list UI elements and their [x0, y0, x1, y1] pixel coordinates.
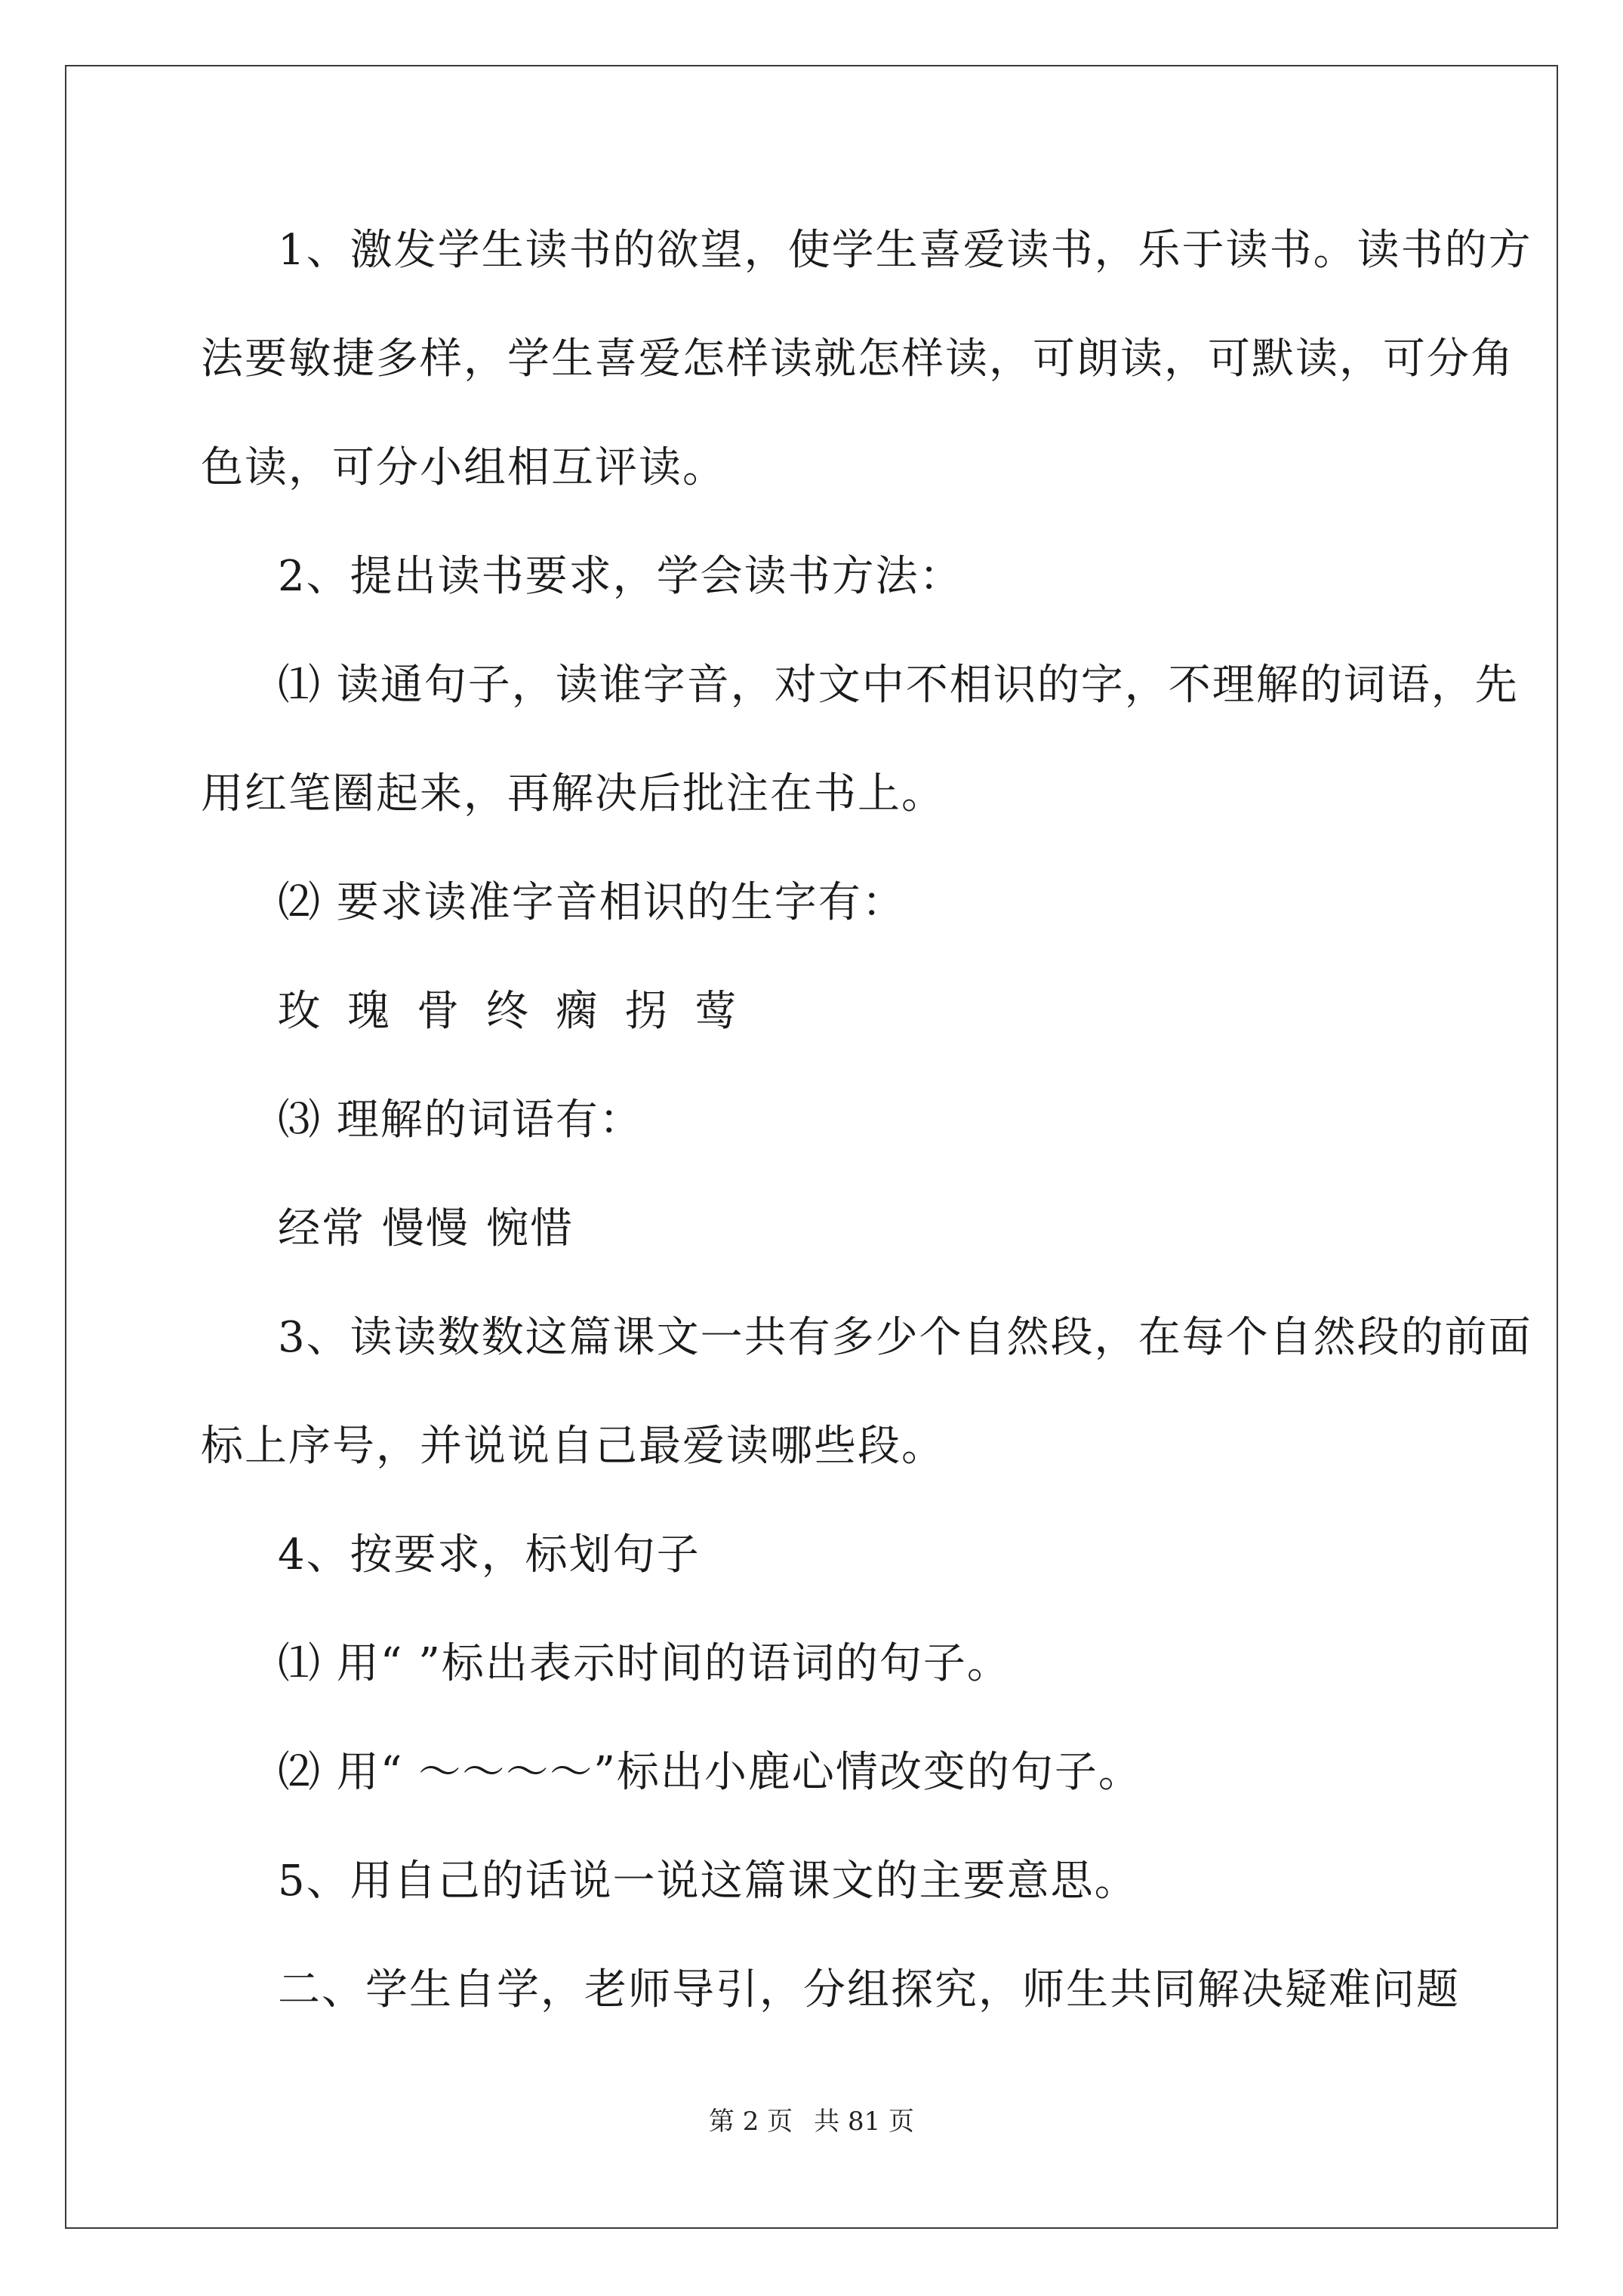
paragraph-line: 色读，可分小组相互评读。: [201, 443, 726, 492]
new-character: 莺: [694, 987, 738, 1036]
paragraph-line: 1、激发学生读书的欲望，使学生喜爱读书，乐于读书。读书的方: [278, 226, 1532, 275]
new-character: 拐: [625, 987, 669, 1036]
new-character: 瘸: [556, 987, 599, 1036]
new-characters-list: [278, 985, 738, 1038]
section-heading: 二、学生自学，老师导引，分组探究，师生共同解决疑难问题: [278, 1965, 1460, 2014]
paragraph-line: 2、提出读书要求，学会读书方法：: [278, 552, 963, 601]
new-character: 骨: [417, 987, 460, 1036]
paragraph-line: 法要敏捷多样，学生喜爱怎样读就怎样读，可朗读，可默读，可分角: [201, 334, 1514, 384]
new-character: 终: [486, 987, 530, 1036]
paragraph-line: 4、按要求，标划句子: [278, 1530, 701, 1579]
paragraph-line: ⑴ 用“ ”标出表示时间的语词的句子。: [278, 1639, 1011, 1688]
new-character: 玫: [278, 987, 322, 1036]
paragraph-line: 用红笔圈起来，再解决后批注在书上。: [201, 769, 945, 818]
vocabulary-word: 惋惜: [486, 1204, 574, 1253]
paragraph-line: ⑴ 读通句子，读谁字音，对文中不相识的字，不理解的词语，先: [278, 661, 1519, 710]
vocabulary-list: [278, 1203, 574, 1256]
paragraph-line: 标上序号，并说说自己最爱读哪些段。: [201, 1422, 945, 1471]
paragraph-line: 3、读读数数这篇课文一共有多少个自然段，在每个自然段的前面: [278, 1313, 1532, 1362]
page-number: 第 2 页: [708, 2106, 793, 2137]
paragraph-line: ⑶ 理解的词语有：: [278, 1096, 643, 1145]
vocabulary-word: 经常: [278, 1204, 365, 1253]
page-total: 共 81 页: [814, 2106, 915, 2137]
paragraph-line: ⑵ 用“ ～～～～”标出小鹿心情改变的句子。: [278, 1748, 1142, 1797]
paragraph-line: 5、用自己的话说一说这篇课文的主要意思。: [278, 1857, 1138, 1906]
page-footer: [0, 2105, 1623, 2138]
vocabulary-word: 慢慢: [382, 1204, 470, 1253]
new-character: 瑰: [347, 987, 391, 1036]
paragraph-line: ⑵ 要求读准字音相识的生字有：: [278, 878, 906, 927]
